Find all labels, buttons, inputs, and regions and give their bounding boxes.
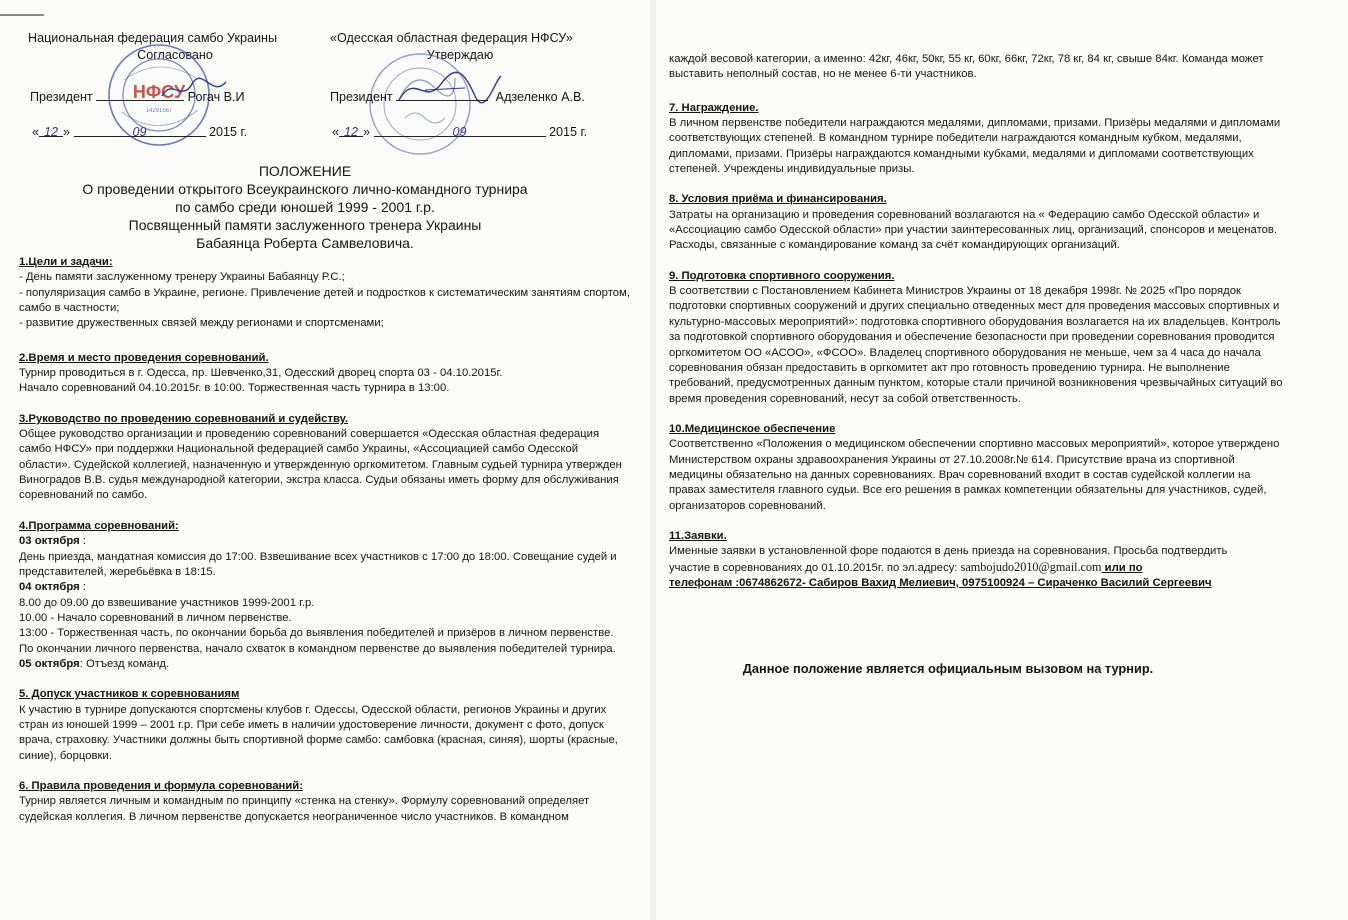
- section-4-heading: 4.Программа соревнований:: [19, 519, 179, 532]
- section-9-heading: 9. Подготовка спортивного сооружения.: [669, 269, 895, 282]
- section-1-line-2: - популяризация самбо в Украине, регионе. Привлечение детей и подростков к систематическим занятиям спортом, самбо в частности;: [19, 286, 630, 315]
- title-line-5: Бабаянца Роберта Самвеловича.: [196, 235, 414, 251]
- date-left-year: 2015 г.: [209, 125, 248, 139]
- section-6-heading: 6. Правила проведения и формула соревнований:: [19, 779, 304, 792]
- svg-text:14291567: 14291567: [145, 108, 173, 114]
- date-right-month: 09: [374, 124, 546, 137]
- section-11-line-2-tail: или по: [1101, 561, 1143, 574]
- title-line-3: по самбо среди юношей 1999 - 2001 г.р.: [175, 199, 435, 215]
- title-line-4: Посвященный памяти заслуженного тренера Украины: [128, 217, 482, 233]
- day-2-label: 04 октября: [19, 581, 80, 594]
- section-2-heading: 2.Время и место проведения соревнований.: [19, 351, 269, 364]
- section-7-body: В личном первенстве победители награждаются медалями, дипломами, призами. Призёры медалями и дипломами соответствующих степеней. В командном турнире победители награждаются командным кубком, медалями, дипломами, призами. Призёры награждаются командными кубками, медалями и дипломами соответствующих степеней. Учреждены индивидуальные призы.: [669, 117, 1281, 176]
- title-line-2: О проведении открытого Всеукраинского лично-командного турнира: [82, 181, 528, 197]
- day-2-line-3: 13:00 - Торжественная часть, по окончании борьба до выявления победителей и призёров в личном первенстве. По окончании личного первенства, начало схваток в командном первенстве до выявления победителей турнира.: [19, 627, 616, 655]
- section-3: [19, 412, 631, 504]
- section-6: [19, 779, 631, 825]
- section-1: [19, 255, 631, 332]
- section-8: [669, 192, 1283, 253]
- fold-mark: [0, 14, 44, 16]
- org-left: Национальная федерация самбо Украины: [28, 31, 278, 45]
- date-right-day: 12: [339, 124, 363, 137]
- section-11-line-1: Именные заявки в установленной форе подаются в день приезда на соревнования. Просьба подтвердить: [669, 545, 1228, 558]
- section-1-line-3: - развитие дружественных связей между регионами и спортсменами;: [19, 317, 384, 330]
- section-8-heading: 8. Условия приёма и финансирования.: [669, 193, 887, 206]
- section-6-body: Турнир является личным и командным по принципу «стенка на стенку». Формулу соревнований определяет судейская коллегия. В личном первенстве допускается неограниченное число участников. В командном: [19, 795, 590, 823]
- section-3-body: Общее руководство организации и проведению соревнований совершается «Одесская областная федерация самбо НФСУ» при поддержки Национальной федерацией самбо Украины, «Ассоциацией самбо Одесской области». Судейской коллегией, назначенную и утвержденную оргкомитетом. Главным судьей турнира утвержден Виноградов В.В. судья международной категории, экстра класса. Судьи обязаны иметь форму для обслуживания соревнований по самбо.: [19, 428, 622, 502]
- org-right: «Одесская областная федерация НФСУ»: [330, 31, 573, 45]
- section-1-heading: 1.Цели и задачи:: [19, 256, 113, 268]
- section-7-heading: 7. Награждение.: [669, 101, 759, 114]
- svg-text:НФСУ: НФСУ: [132, 82, 186, 102]
- quote-close: »: [363, 125, 371, 139]
- quote-close: »: [63, 125, 71, 139]
- approved-label: Утверждаю: [426, 48, 494, 62]
- day-3-label: 05 октября: [19, 657, 80, 670]
- day-2-line-1: 8.00 до 09.00 до взвешивание участников 1999-2001 г.р.: [19, 596, 315, 609]
- section-2-line-2: Начало соревнований 04.10.2015г. в 10:00. Торжественная часть турнира в 13:00.: [19, 382, 450, 395]
- section-5: [19, 687, 631, 764]
- president-right-name: Адзеленко А.В.: [495, 90, 585, 104]
- day-2-line-2: 10.00 - Начало соревнований в личном первенстве.: [19, 611, 292, 624]
- date-left: [32, 124, 247, 140]
- section-11-line-2: [669, 560, 1283, 576]
- contact-phones: телефонам :0674862672- Сабиров Вахид Мелиевич, 0975100924 – Сираченко Василий Сергеевич: [669, 576, 1212, 589]
- section-9: [669, 269, 1283, 407]
- quote-open: «: [332, 125, 340, 139]
- document-title: [0, 162, 610, 252]
- president-right: [330, 88, 585, 105]
- section-10-heading: 10.Медицинское обеспечение: [669, 422, 836, 435]
- date-left-month: 09: [74, 124, 206, 137]
- section-11: [669, 529, 1283, 591]
- section-4: 4.Программа соревнований: 03 октября : День приезда, мандатная комиссия до 17:00. Взвешивание всех участников с 17:00 до 18:00. Совещание судей и представителей, жеребьёвка в 18:15. 04 октября : 8.00 до 09.00 до взвешивание участников 1999-2001 г.р. 10.00 - Начало соревнований в личном первенстве. 13:00 - Торжественная часть, по окончании борьба до выявления победителей и призёров в личном первенстве. По окончании личного первенства, начало схваток в командном первенстве до выявления победителей турнира. 05 октября: Отъезд команд.: [19, 519, 631, 672]
- section-5-body: К участию в турнире допускаются спортсмены клубов г. Одессы, Одесской области, регионов Украины и других стран из юношей 1999 – 2001 г.р. При себе иметь в наличии удостоверение личности, документ с фото, допуск врача, страховку. Участники должны быть спортивной форме самбо: самбовка (красная, синяя), шорты (красные, синие), борцовки.: [19, 703, 618, 762]
- official-call-note: Данное положение является официальным вызовом на турнир.: [742, 661, 1154, 676]
- day-1-body: День приезда, мандатная комиссия до 17:00. Взвешивание всех участников с 17:00 до 18:00. Совещание судей и представителей, жеребьёвка в 18:15.: [19, 550, 617, 578]
- section-11-heading: 11.Заявки.: [669, 529, 727, 542]
- agreed-label: Согласовано: [137, 48, 213, 62]
- title-line-1: ПОЛОЖЕНИЕ: [258, 163, 352, 179]
- section-11-line-2-text: участие в соревнованиях до 01.10.2015г. по эл.адресу:: [669, 561, 961, 574]
- section-10-body: Соответственно «Положения о медицинском обеспечении спортивно массовых мероприятий», которое утверждено Министерством охраны здравоохранения Украины от 27.10.2008г.№ 614. Присутствие врача из спортивной медицины обязательно на данных соревнованиях. Врач соревнований входит в состав судейской коллегии на правах заместителя главного судьи. Все его решения в рамках компетенции обязательны для участников, судей, организаторов соревнований.: [669, 438, 1280, 512]
- section-5-heading: 5. Допуск участников к соревнованиям: [19, 688, 240, 701]
- section-10: [669, 422, 1283, 514]
- signature-line-left: [96, 88, 184, 101]
- section-3-heading: 3.Руководство по проведению соревнований и судейству.: [19, 412, 349, 425]
- president-label-right: Президент: [330, 90, 393, 104]
- president-left-name: Рогач В.И: [187, 90, 245, 104]
- date-left-day: 12: [39, 124, 63, 137]
- day-1-label: 03 октября: [19, 535, 80, 548]
- quote-open: «: [32, 125, 40, 139]
- section-9-body: В соответствии с Постановлением Кабинета Министров Украины от 18 декабря 1998г. № 2025 «Про порядок подготовки спортивных сооружений и других специально отведенных мест для проведения массовых спортивных и культурно-массовых мероприятий»: подготовка спортивного оборудования возлагается на их владельцев. Контроль за подготовкой спортивного оборудования и обеспечение безопасности при проведении соревнования проводится оргкомитетом ОО «АСОО», «ФСОО». Владелец спортивного оборудования не меньше, чем за 4 часа до начала соревнования обязан предоставить в оргкомитет акт про готовность проведению турнира. Не выполнение требований, предусмотренных данным пунктом, которые стали причиной возникновения чрезвычайных ситуаций во время проведения соревнований, несут за собой ответственность.: [669, 285, 1283, 405]
- section-2: [19, 351, 631, 397]
- president-left: [30, 88, 245, 105]
- section-7: [669, 101, 1283, 178]
- date-right-year: 2015 г.: [549, 125, 588, 139]
- day-3-body: : Отъезд команд.: [79, 657, 170, 670]
- contact-email-link[interactable]: sambojudo2010@gmail.com: [960, 559, 1102, 574]
- section-1-line-1: - День памяти заслуженному тренеру Украины Бабаянцу Р.С.;: [19, 271, 345, 284]
- left-body: [19, 255, 631, 825]
- date-right: [332, 124, 587, 140]
- right-body: [669, 52, 1283, 591]
- signature-line-right: [396, 88, 488, 101]
- section-8-body: Затраты на организацию и проведения соревнований возлагаются на « Федерацию самбо Одесской области» и «Ассоциацию самбо Одесской области» при участии заинтересованных лиц, организаций, спонсоров и меценатов. Расходы, связанные с командирование команд за счёт командирующих организаций.: [669, 208, 1278, 252]
- section-6-continuation: каждой весовой категории, а именно: 42кг, 46кг, 50кг, 55 кг, 60кг, 66кг, 72кг, 78 кг, 84 кг, свыше 84кг. Команда может выставить неполный состав, но не менее 6-ти участников.: [669, 53, 1264, 81]
- section-2-line-1: Турнир проводиться в г. Одесса, пр. Шевченко,31, Одесский дворец спорта 03 - 04.10.2015г.: [19, 367, 503, 380]
- president-label-left: Президент: [30, 90, 93, 104]
